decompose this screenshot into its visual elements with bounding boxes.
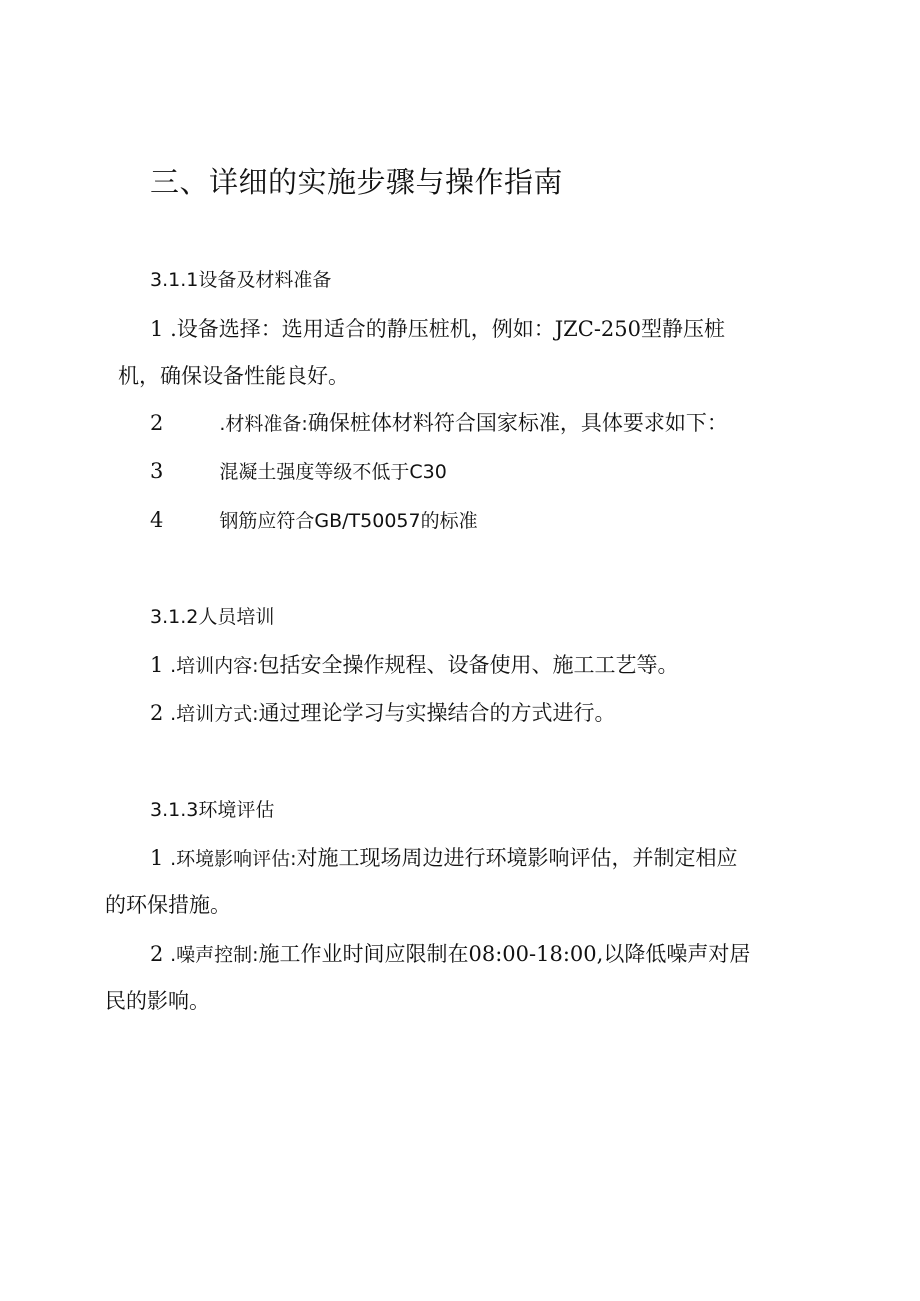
list-item: [150, 650, 679, 681]
list-item: [150, 843, 738, 874]
item-text: 包括安全操作规程、设备使用、施工工艺等。: [258, 653, 679, 677]
item-number: 2: [150, 942, 164, 966]
item-text: 选用适合的静压桩机，例如：JZC-250型静压桩: [281, 317, 726, 341]
item-text: 施工作业时间应限制在08:00-18:00,以降低噪声对居: [258, 942, 751, 966]
list-item-continuation: 机，确保设备性能良好。: [118, 364, 349, 388]
page-title: 三、详细的实施步骤与操作指南: [150, 165, 564, 199]
item-label: .设备选择：: [170, 317, 282, 341]
section-heading-3-1-2: 3.1.2人员培训: [150, 606, 275, 628]
item-text: 通过理论学习与实操结合的方式进行。: [258, 701, 616, 725]
item-label: .噪声控制:: [170, 944, 259, 966]
item-number: 1: [150, 317, 164, 341]
item-number: 1: [150, 653, 164, 677]
item-text: 钢筋应符合GB/T50057的标准: [219, 510, 478, 532]
item-label: .材料准备:: [219, 413, 308, 435]
item-number: 2: [150, 411, 164, 435]
list-item-continuation: 民的影响。: [105, 989, 210, 1013]
list-item-continuation: 的环保措施。: [105, 893, 231, 917]
item-number: 2: [150, 701, 164, 725]
item-number: 3: [150, 459, 164, 483]
list-item: [150, 698, 616, 729]
list-item: [150, 939, 750, 970]
item-text: 确保桩体材料符合国家标准，具体要求如下：: [307, 411, 728, 435]
list-item: [150, 456, 447, 487]
item-number: 1: [150, 846, 164, 870]
list-item: [150, 505, 478, 536]
item-number: 4: [150, 508, 164, 532]
item-label: .培训内容:: [170, 655, 259, 677]
item-label: .培训方式:: [170, 703, 259, 725]
item-text: 对施工现场周边进行环境影响评估，并制定相应: [296, 846, 738, 870]
item-text: 混凝土强度等级不低于C30: [219, 461, 447, 483]
section-heading-3-1-1: 3.1.1设备及材料准备: [150, 269, 332, 291]
item-label: .环境影响评估:: [170, 848, 297, 870]
list-item: [150, 314, 725, 344]
section-heading-3-1-3: 3.1.3环境评估: [150, 799, 275, 821]
list-item: [150, 408, 728, 439]
